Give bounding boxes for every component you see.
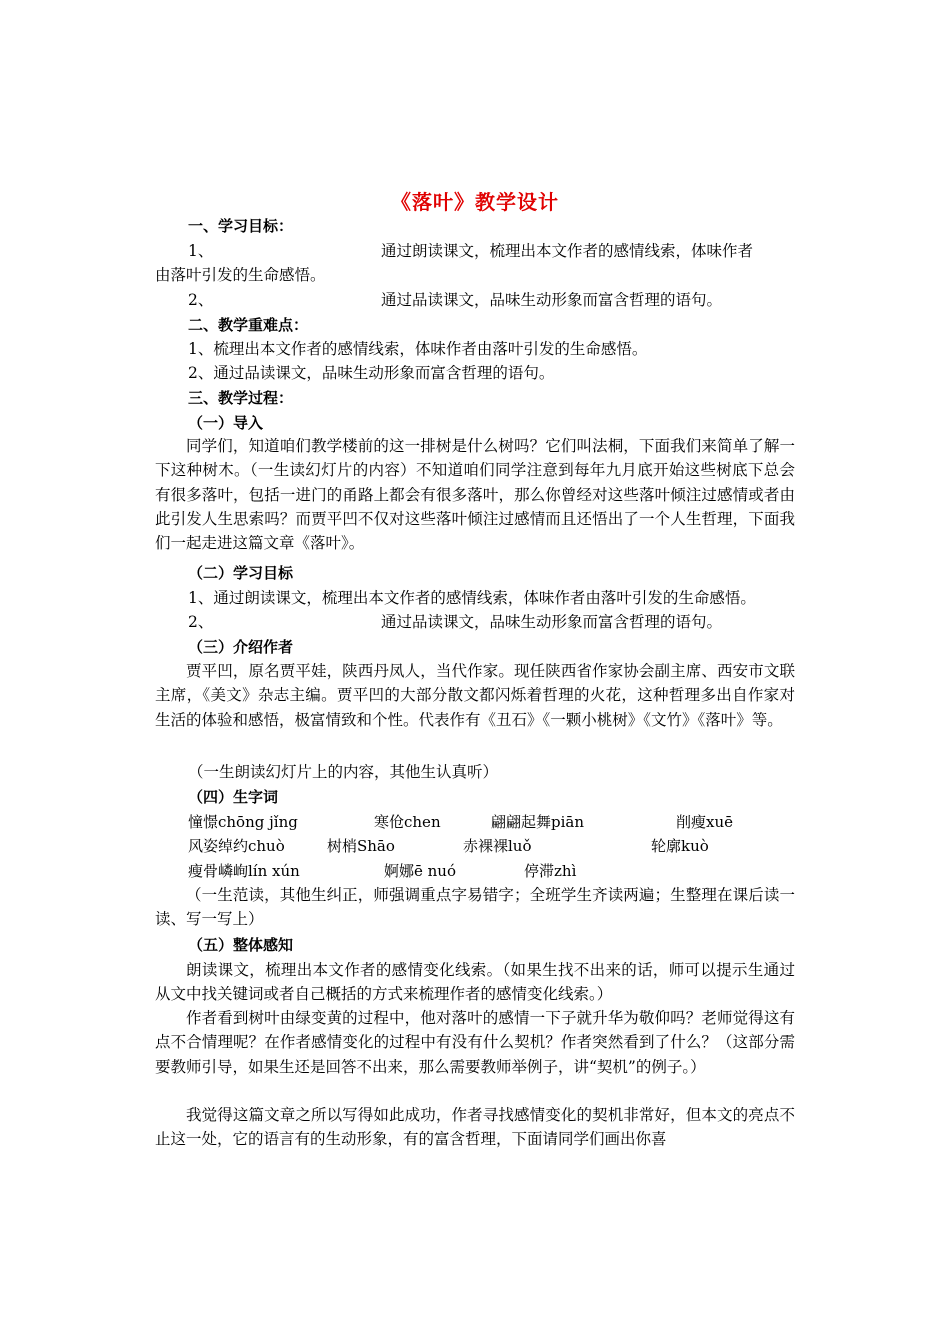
author-paragraph: 贾平凹，原名贾平娃，陕西丹凤人，当代作家。现任陕西省作家协会副主席、西安市文联主席，《美文》杂志主编。贾平凹的大部分散文都闪烁着哲理的火花，这种哲理多出自作家对生活的体验和感悟，极富情致和个性。代表作有《丑石》《一颗小桃树》《文竹》《落叶》等。 xyxy=(155,662,795,729)
document-title: 《落叶》教学设计 xyxy=(391,190,559,214)
subsection-heading-goals: （二）学习目标 xyxy=(188,564,294,582)
section-heading-objectives: 一、学习目标： xyxy=(188,217,294,235)
vocab-item: 风姿绰约chuò xyxy=(188,837,285,855)
subsection-heading-intro: （一）导入 xyxy=(188,414,264,432)
vocab-item: 憧憬chōng jǐng xyxy=(188,813,298,831)
objective-1-number: 1、 xyxy=(188,242,214,260)
subsection-heading-vocabulary: （四）生字词 xyxy=(188,788,279,806)
section-heading-key-points: 二、教学重难点： xyxy=(188,316,309,334)
vocab-item: 赤裸裸luǒ xyxy=(463,837,532,855)
intro-paragraph: 同学们，知道咱们教学楼前的这一排树是什么树吗？它们叫法桐，下面我们来简单了解一下这种树木。（一生读幻灯片的内容）不知道咱们同学注意到每年九月底开始这些树底下总会有很多落叶，包括一进门的甬路上都会有很多落叶，那么你曾经对这些落叶倾注过感情或者由此引发人生思索吗？而贾平凹不仅对这些落叶倾注过感情而且还悟出了一个人生哲理，下面我们一起走进这篇文章《落叶》。 xyxy=(155,437,795,553)
subsection-heading-overview: （五）整体感知 xyxy=(188,936,294,954)
objective-1-text-cont: 由落叶引发的生命感悟。 xyxy=(155,266,326,284)
vocab-item: 树梢Shāo xyxy=(327,837,395,855)
key-point-2: 2、通过品读课文，品味生动形象而富含哲理的语句。 xyxy=(188,364,555,382)
overview-paragraph-2: 作者看到树叶由绿变黄的过程中，他对落叶的感情一下子就升华为敬仰吗？老师觉得这有点不合情理呢？在作者感情变化的过程中有没有什么契机？作者突然看到了什么？（这部分需要教师引导，如果生还是回答不出来，那么需要教师举例子，讲“契机”的例子。） xyxy=(155,1009,795,1076)
vocab-item: 削瘦xuē xyxy=(676,813,733,831)
author-note: （一生朗读幻灯片上的内容，其他生认真听） xyxy=(188,763,499,781)
overview-paragraph-1: 朗读课文，梳理出本文作者的感情变化线索。（如果生找不出来的话，师可以提示生通过从文中找关键词或者自己概括的方式来梳理作者的感情变化线索。） xyxy=(155,961,795,1004)
vocab-item: 瘦骨嶙峋lín xún xyxy=(188,862,300,880)
objective-1-text: 通过朗读课文，梳理出本文作者的感情线索，体味作者 xyxy=(381,242,754,260)
section-heading-process: 三、教学过程： xyxy=(188,389,294,407)
vocab-item: 轮廓kuò xyxy=(651,837,709,855)
vocab-item: 翩翩起舞piān xyxy=(491,813,585,831)
key-point-1: 1、梳理出本文作者的感情线索，体味作者由落叶引发的生命感悟。 xyxy=(188,340,648,358)
objective-2-text: 通过品读课文，品味生动形象而富含哲理的语句。 xyxy=(381,291,723,309)
subsection-heading-author: （三）介绍作者 xyxy=(188,638,294,656)
vocab-item: 停滞zhì xyxy=(524,862,577,880)
goal-1: 1、通过朗读课文，梳理出本文作者的感情线索，体味作者由落叶引发的生命感悟。 xyxy=(188,589,756,607)
vocab-item: 寒伧chen xyxy=(374,813,441,831)
vocabulary-note: （一生范读，其他生纠正，师强调重点字易错字；全班学生齐读两遍；生整理在课后读一读、写一写上） xyxy=(155,886,795,929)
objective-2-number: 2、 xyxy=(188,291,214,309)
goal-2-text: 通过品读课文，品味生动形象而富含哲理的语句。 xyxy=(381,613,723,631)
vocab-item: 婀娜ē nuó xyxy=(384,862,456,880)
goal-2-number: 2、 xyxy=(188,613,214,631)
overview-paragraph-3: 我觉得这篇文章之所以写得如此成功，作者寻找感情变化的契机非常好，但本文的亮点不止这一处，它的语言有的生动形象，有的富含哲理，下面请同学们画出你喜 xyxy=(155,1106,795,1149)
